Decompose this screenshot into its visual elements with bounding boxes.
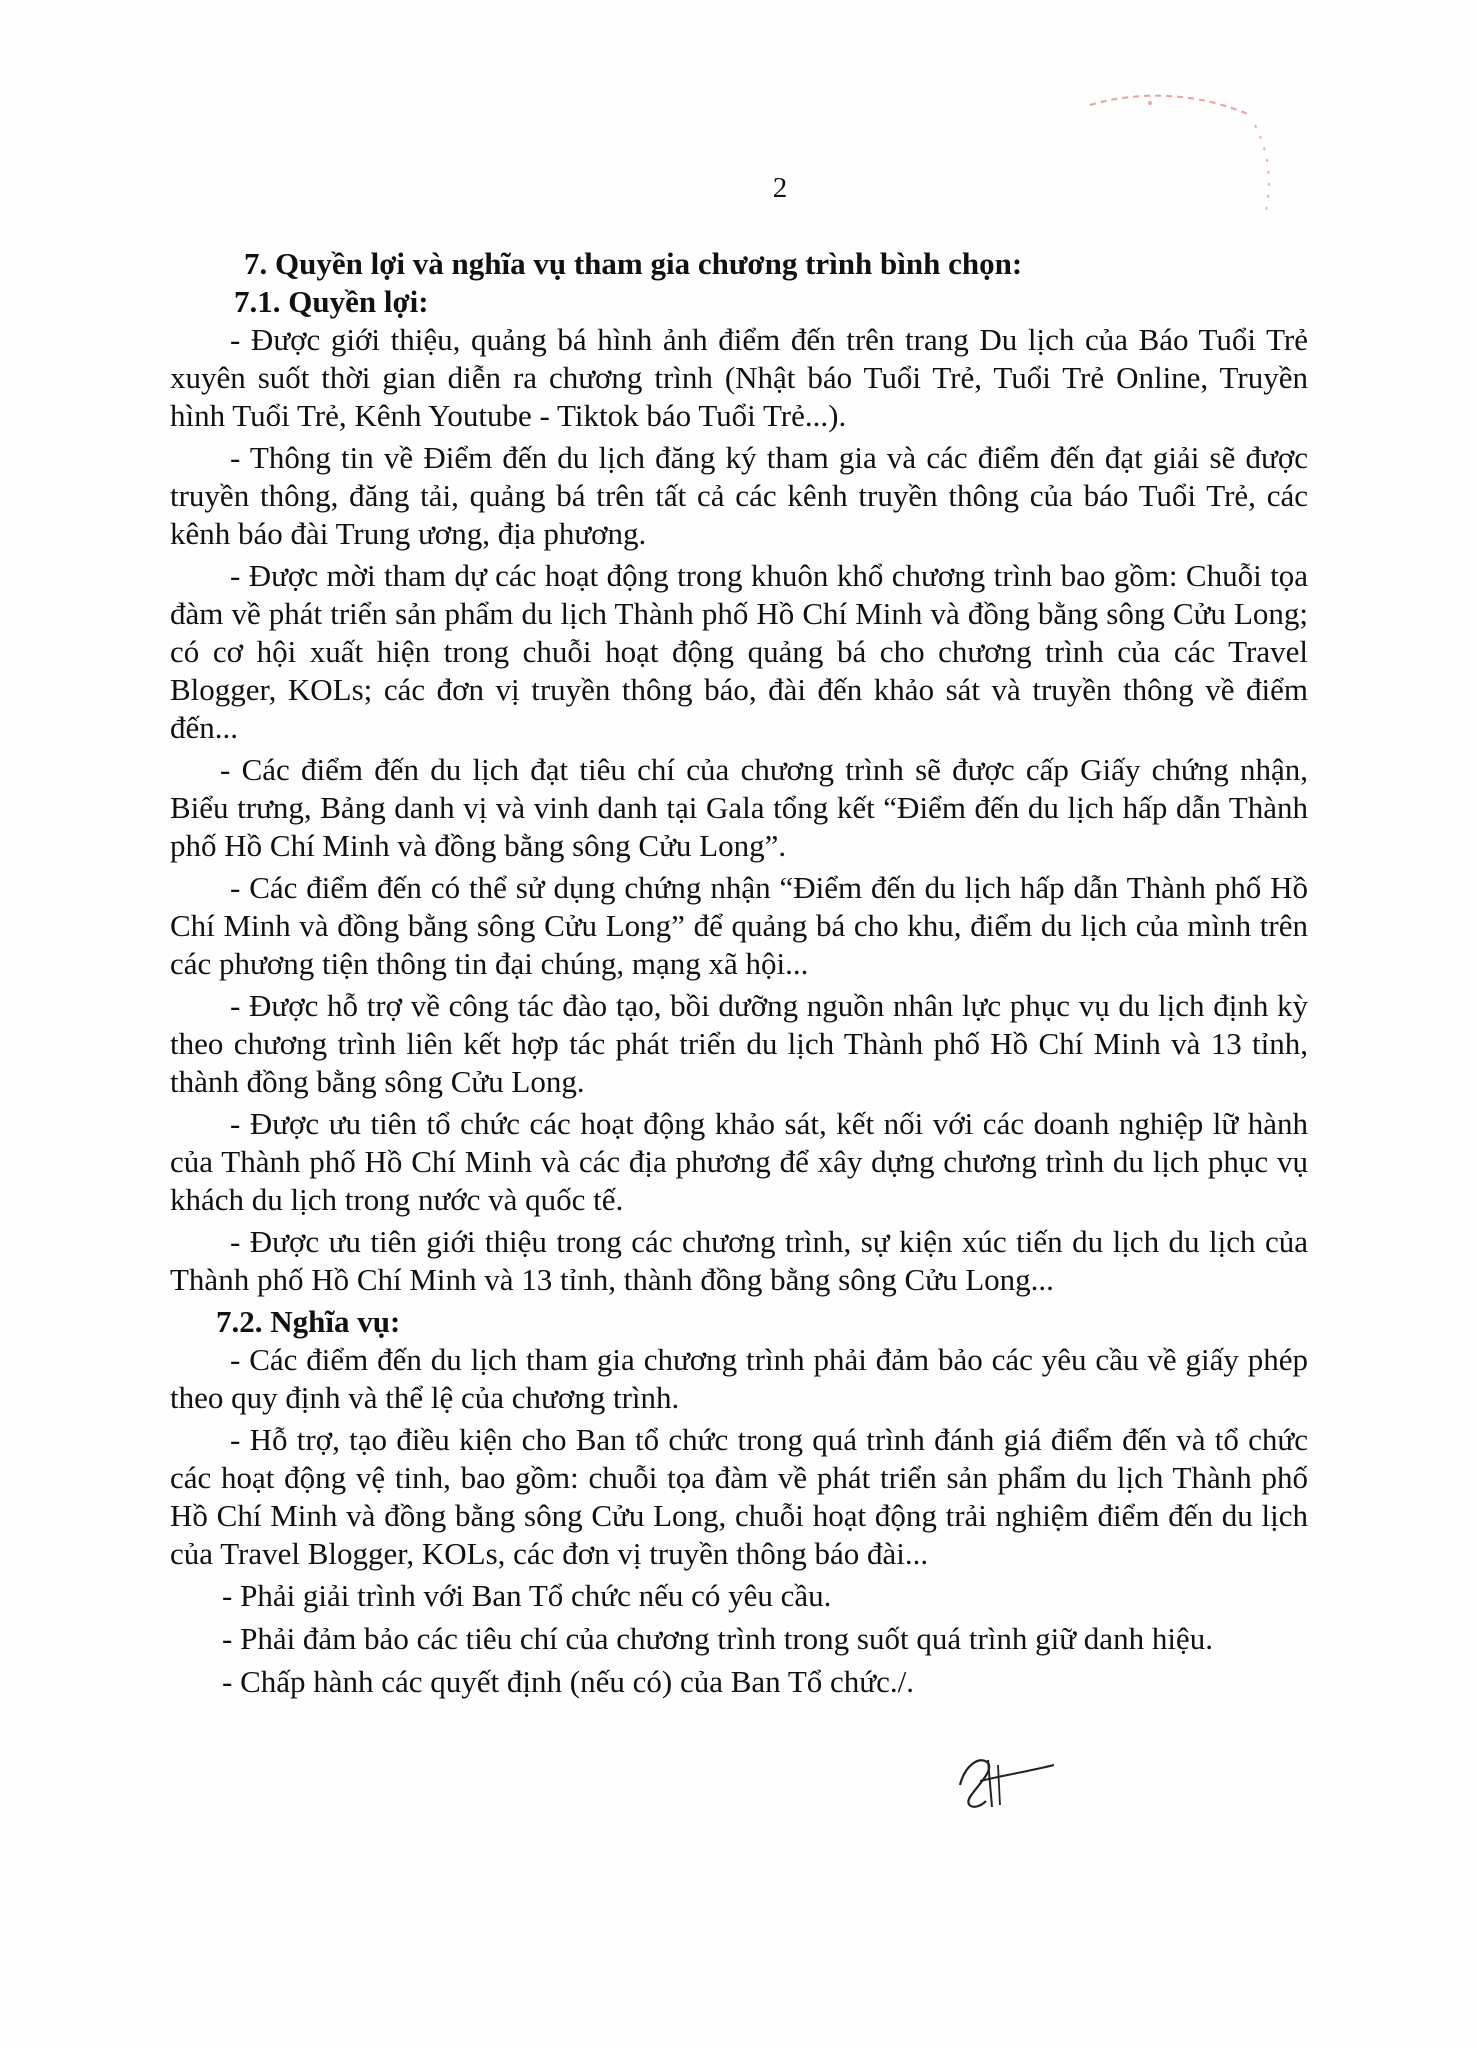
rights-item: - Được ưu tiên tổ chức các hoạt động khảo sát, kết nối với các doanh nghiệp lữ hành của Thành phố Hồ Chí Minh và các địa phương để xây dựng chương trình du lịch phục vụ khách du lịch trong nước và quốc tế. [170,1106,1308,1217]
rights-item: - Được mời tham dự các hoạt động trong khuôn khổ chương trình bao gồm: Chuỗi tọa đàm về phát triển sản phẩm du lịch Thành phố Hồ Chí Minh và đồng bằng sông Cửu Long; có cơ hội xuất hiện trong chuỗi hoạt động quảng bá cho chương trình của các Travel Blogger, KOLs; các đơn vị truyền thông báo, đài đến khảo sát và truyền thông về điểm đến... [170,558,1308,745]
rights-item: - Các điểm đến du lịch đạt tiêu chí của chương trình sẽ được cấp Giấy chứng nhận, Biểu trưng, Bảng danh vị và vinh danh tại Gala tổng kết “Điểm đến du lịch hấp dẫn Thành phố Hồ Chí Minh và đồng bằng sông Cửu Long”. [170,752,1308,863]
rights-item: - Được hỗ trợ về công tác đào tạo, bồi dưỡng nguồn nhân lực phục vụ du lịch định kỳ theo chương trình liên kết hợp tác phát triển du lịch Thành phố Hồ Chí Minh và 13 tỉnh, thành đồng bằng sông Cửu Long. [170,988,1308,1099]
rights-item: - Thông tin về Điểm đến du lịch đăng ký tham gia và các điểm đến đạt giải sẽ được truyền thông, đăng tải, quảng bá trên tất cả các kênh truyền thông của báo Tuổi Trẻ, các kênh báo đài Trung ương, địa phương. [170,440,1308,551]
handwritten-initials [950,1745,1060,1815]
obligations-item: - Phải giải trình với Ban Tổ chức nếu có yêu cầu. [222,1578,832,1613]
rights-item: - Các điểm đến có thể sử dụng chứng nhận “Điểm đến du lịch hấp dẫn Thành phố Hồ Chí Minh và đồng bằng sông Cửu Long” để quảng bá cho khu, điểm du lịch của mình trên các phương tiện thông tin đại chúng, mạng xã hội... [170,870,1308,981]
page-number: 2 [772,172,788,204]
obligations-item: - Hỗ trợ, tạo điều kiện cho Ban tổ chức trong quá trình đánh giá điểm đến và tổ chức các hoạt động vệ tinh, bao gồm: chuỗi tọa đàm về phát triển sản phẩm du lịch Thành phố Hồ Chí Minh và đồng bằng sông Cửu Long, chuỗi hoạt động trải nghiệm điểm đến du lịch của Travel Blogger, KOLs, các đơn vị truyền thông báo đài... [170,1422,1308,1571]
red-stamp-mark [1080,85,1280,235]
section-title: 7. Quyền lợi và nghĩa vụ tham gia chương trình bình chọn: [244,246,1023,281]
obligations-item: - Các điểm đến du lịch tham gia chương trình phải đảm bảo các yêu cầu về giấy phép theo quy định và thể lệ của chương trình. [170,1342,1308,1415]
rights-title: 7.1. Quyền lợi: [234,284,429,319]
obligations-item: - Phải đảm bảo các tiêu chí của chương trình trong suốt quá trình giữ danh hiệu. [222,1621,1213,1656]
obligations-item: - Chấp hành các quyết định (nếu có) của Ban Tổ chức./. [222,1664,914,1699]
rights-item: - Được giới thiệu, quảng bá hình ảnh điểm đến trên trang Du lịch của Báo Tuổi Trẻ xuyên suốt thời gian diễn ra chương trình (Nhật báo Tuổi Trẻ, Tuổi Trẻ Online, Truyền hình Tuổi Trẻ, Kênh Youtube - Tiktok báo Tuổi Trẻ...). [170,322,1308,433]
obligations-title: 7.2. Nghĩa vụ: [216,1304,401,1339]
document-body [170,245,1308,1706]
rights-item: - Được ưu tiên giới thiệu trong các chương trình, sự kiện xúc tiến du lịch du lịch của Thành phố Hồ Chí Minh và 13 tỉnh, thành đồng bằng sông Cửu Long... [170,1224,1308,1297]
